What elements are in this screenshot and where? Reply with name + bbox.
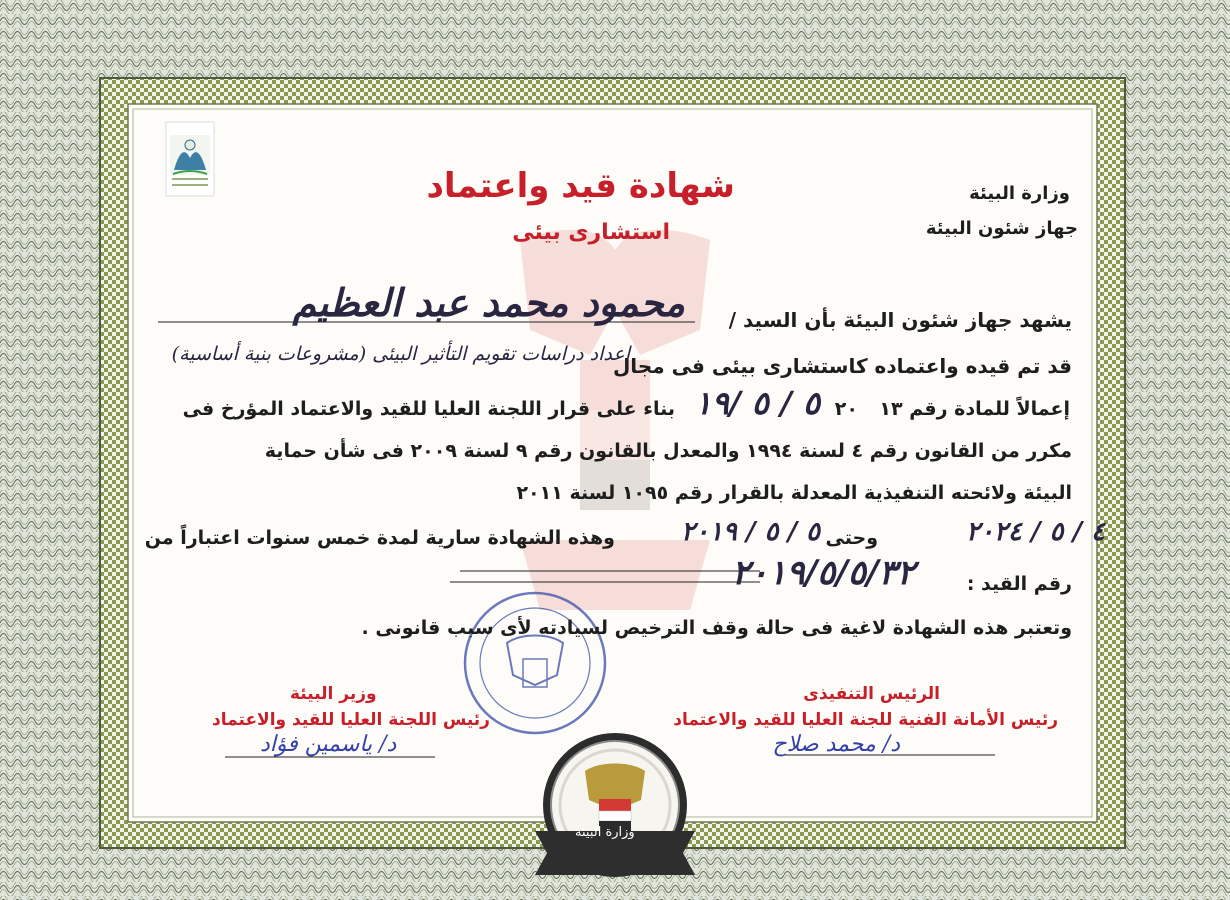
decision-date: ٥ / ٥ /١٩ bbox=[694, 384, 820, 422]
field-of-practice: اعداد دراسات تقويم التأثير البيئى (مشروعات بنية أساسية) bbox=[171, 343, 630, 365]
line-law: مكرر من القانون رقم ٤ لسنة ١٩٩٤ والمعدل بالقانون رقم ٩ لسنة ٢٠٠٩ فى شأن حماية bbox=[264, 440, 1072, 462]
valid-until: ٤ / ٥ / ٢٠٢٤ bbox=[965, 517, 1105, 547]
valid-from: ٥ / ٥ / ٢٠١٩ bbox=[680, 517, 820, 547]
certificate-title: شهادة قيد واعتماد bbox=[426, 166, 735, 206]
consultant-name: محمود محمد عبد العظيم bbox=[292, 280, 685, 325]
left-signature: د/ ياسمين فؤاد bbox=[260, 732, 397, 757]
left-signatory-subtitle: رئيس اللجنة العليا للقيد والاعتماد bbox=[212, 710, 490, 730]
left-signatory-title: وزير البيئة bbox=[290, 684, 377, 704]
line-article: إعمالاً للمادة رقم ١٣ bbox=[879, 398, 1070, 420]
line-decision-prefix: بناء على قرار اللجنة العليا للقيد والاعتماد المؤرخ فى bbox=[182, 398, 675, 420]
ministry-logo bbox=[166, 122, 214, 196]
decision-year-prefix: ٢٠ bbox=[834, 398, 858, 420]
seal-ribbon-text: وزارة البيئة bbox=[575, 825, 635, 840]
line-validity-prefix: وهذه الشهادة سارية لمدة خمس سنوات اعتباراً من bbox=[144, 527, 615, 549]
right-signatory-title: الرئيس التنفيذى bbox=[803, 684, 940, 704]
right-signatory-subtitle: رئيس الأمانة الفنية للجنة العليا للقيد والاعتماد bbox=[673, 710, 1058, 730]
registration-number: ٢٠١٩/٥/٥/٣٢ bbox=[731, 553, 915, 593]
valid-until-label: وحتى bbox=[825, 527, 878, 549]
agency-name: جهاز شئون البيئة bbox=[925, 218, 1078, 239]
line-certifies: يشهد جهاز شئون البيئة بأن السيد / bbox=[728, 308, 1072, 332]
registration-label: رقم القيد : bbox=[966, 573, 1072, 595]
right-signature: د/ محمد صلاح bbox=[772, 732, 900, 757]
line-regulation: البيئة ولائحته التنفيذية المعدلة بالقرار رقم ١٠٩٥ لسنة ٢٠١١ bbox=[516, 482, 1072, 504]
line-field-prefix: قد تم قيده واعتماده كاستشارى بيئى فى مجال bbox=[612, 354, 1072, 378]
line-cancellation: وتعتبر هذه الشهادة لاغية فى حالة وقف الترخيص لسيادته لأى سبب قانونى . bbox=[361, 617, 1072, 639]
ministry-name: وزارة البيئة bbox=[969, 183, 1070, 204]
certificate-subtitle: استشارى بيئى bbox=[512, 220, 670, 245]
